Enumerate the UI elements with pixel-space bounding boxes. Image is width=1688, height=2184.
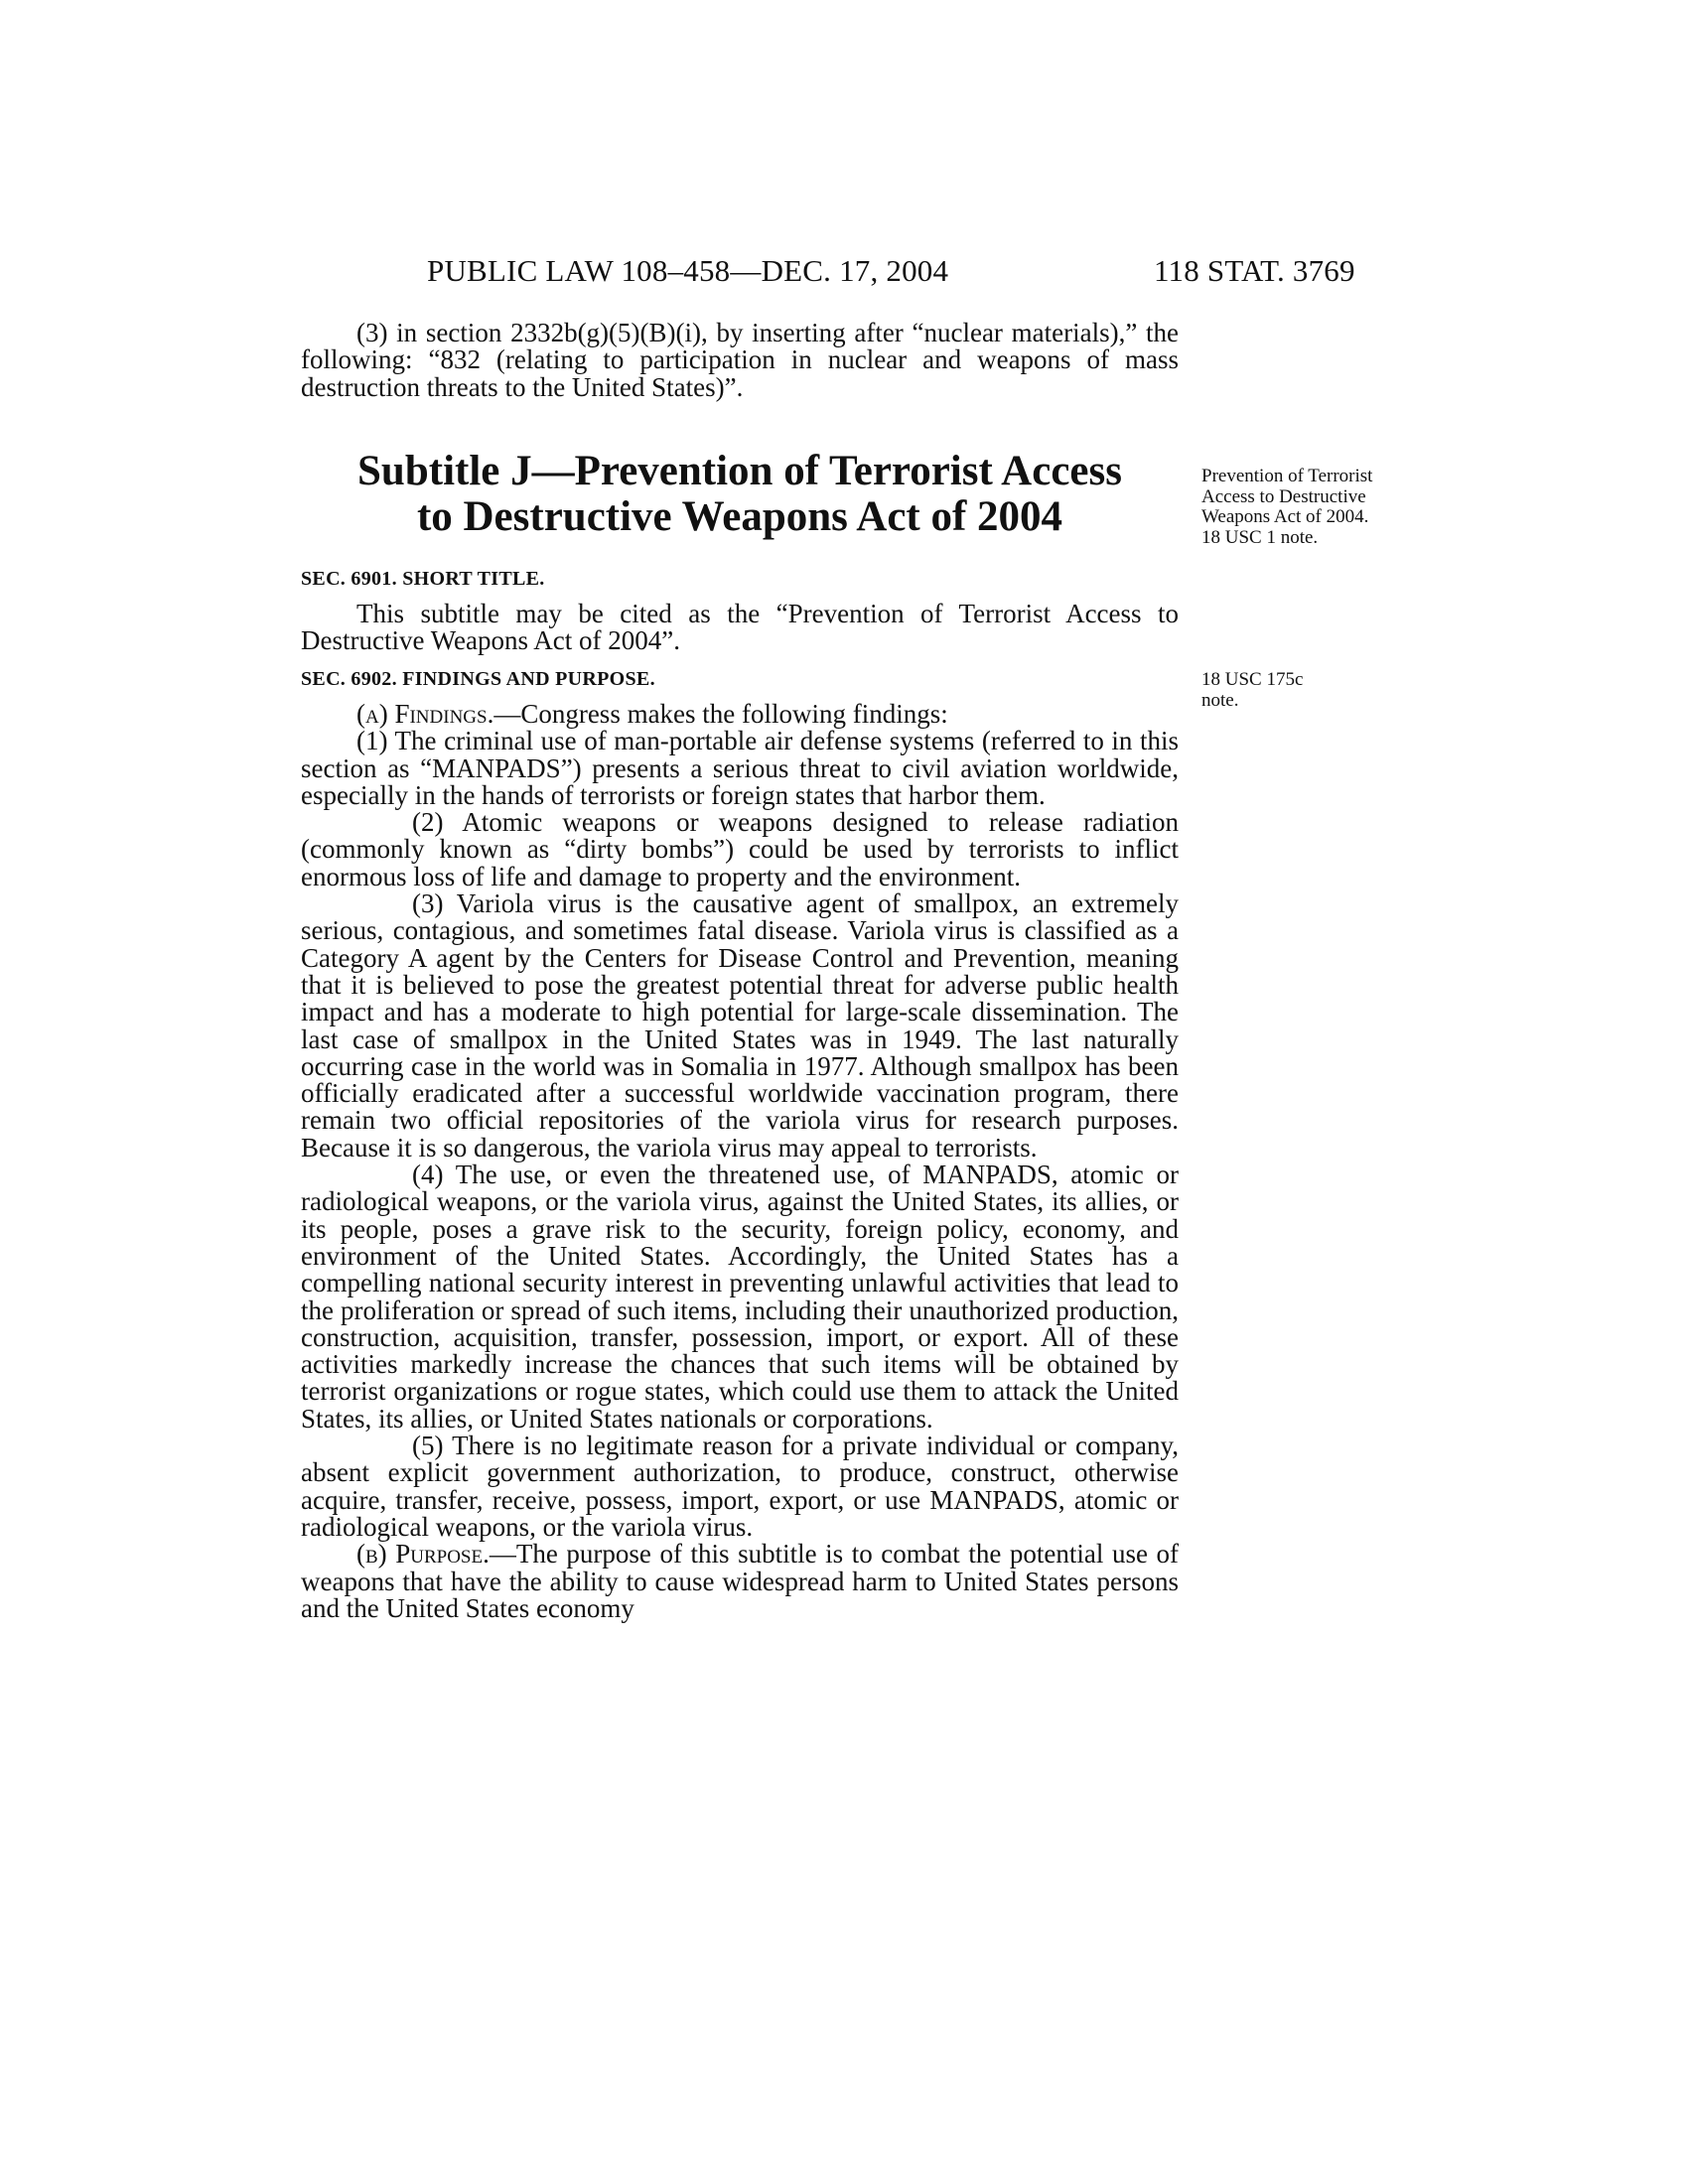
section-6901-heading: SEC. 6901. SHORT TITLE. [301, 568, 545, 590]
margin-note-findings: 18 USC 175c note. [1201, 669, 1304, 711]
purpose-paragraph [301, 1541, 1179, 1622]
findings-intro-text: —Congress makes the following findings: [493, 699, 948, 729]
section-6902-heading: SEC. 6902. FINDINGS AND PURPOSE. [301, 668, 655, 690]
finding-2: (2) Atomic weapons or weapons designed to release radiation (commonly known as “dirty bombs”) could be used by terrorists to inflict enormous loss of life and damage to property and the environment. [301, 807, 1179, 891]
finding-4: (4) The use, or even the threatened use, of MANPADS, atomic or radiological weapons, or the variola virus, against the United States, its allies, or its people, poses a grave risk to the security, foreign policy, economy, and environment of the United States. Accordingly, the United States has a compelling national security interest in preventing unlawful activities that lead to the proliferation or spread of such items, including their unauthorized production, construction, acquisition, transfer, possession, import, or export. All of these activities markedly increase the chances that such items will be obtained by terrorist organizations or rogue states, which could use them to attack the United States, its allies, or United States nationals or corporations. [301, 1160, 1179, 1433]
findings-intro [301, 701, 1179, 728]
subtitle-line-1: Subtitle J—Prevention of Terrorist Access [357, 448, 1122, 494]
continuation-block [301, 320, 1179, 401]
margin-note-cite-1: 18 USC 1 note. [1201, 526, 1319, 548]
section-6901-body [301, 601, 1179, 655]
subtitle-line-2: to Destructive Weapons Act of 2004 [416, 493, 1063, 540]
purpose-text: —The purpose of this subtitle is to combat the potential use of weapons that have the ability to cause widespread harm to United States persons and the United States economy [301, 1539, 1179, 1623]
page-stat-citation: 118 STAT. 3769 [1154, 253, 1355, 288]
margin-note-act-name: Prevention of Terrorist Access to Destructive Weapons Act of 2004. [1201, 466, 1373, 527]
finding-5: (5) There is no legitimate reason for a private individual or company, absent explicit government authorization, to produce, construct, otherwise acquire, transfer, receive, possess, import, export, or use MANPADS, atomic or radiological weapons, or the variola virus. [301, 1431, 1179, 1542]
margin-note-short-title [1201, 467, 1410, 548]
purpose-label: (b) Purpose. [356, 1539, 490, 1570]
continuation-paragraph: (3) in section 2332b(g)(5)(B)(i), by inserting after “nuclear materials),” the following: “832 (relating to participation in nuclear and weapons of mass destruction threats to the United States)”. [301, 318, 1179, 402]
section-6902-body [301, 701, 1179, 1622]
finding-3: (3) Variola virus is the causative agent of smallpox, an extremely serious, contagious, and sometimes fatal disease. Variola virus is classified as a Category A agent by the Centers for Disease Control and Prevention, meaning that it is believed to pose the greatest potential threat for adverse public health impact and has a moderate to high potential for large-scale dissemination. The last case of smallpox in the United States was in 1949. The last naturally occurring case in the world was in Somalia in 1977. Although smallpox has been officially eradicated after a successful worldwide vaccination program, there remain two official repositories of the variola virus for research purposes. Because it is so dangerous, the variola virus may appeal to terrorists. [301, 888, 1179, 1162]
subtitle-heading [301, 449, 1179, 540]
short-title-paragraph: This subtitle may be cited as the “Prevention of Terrorist Access to Destructive Weapons Act of 2004”. [301, 599, 1179, 656]
running-header: PUBLIC LAW 108–458—DEC. 17, 2004 [427, 253, 949, 288]
findings-label: (a) Findings. [356, 699, 494, 729]
finding-1: (1) The criminal use of man-portable air defense systems (referred to in this section as “MANPADS”) presents a serious threat to civil aviation worldwide, especially in the hands of terrorists or foreign states that harbor them. [301, 726, 1179, 810]
